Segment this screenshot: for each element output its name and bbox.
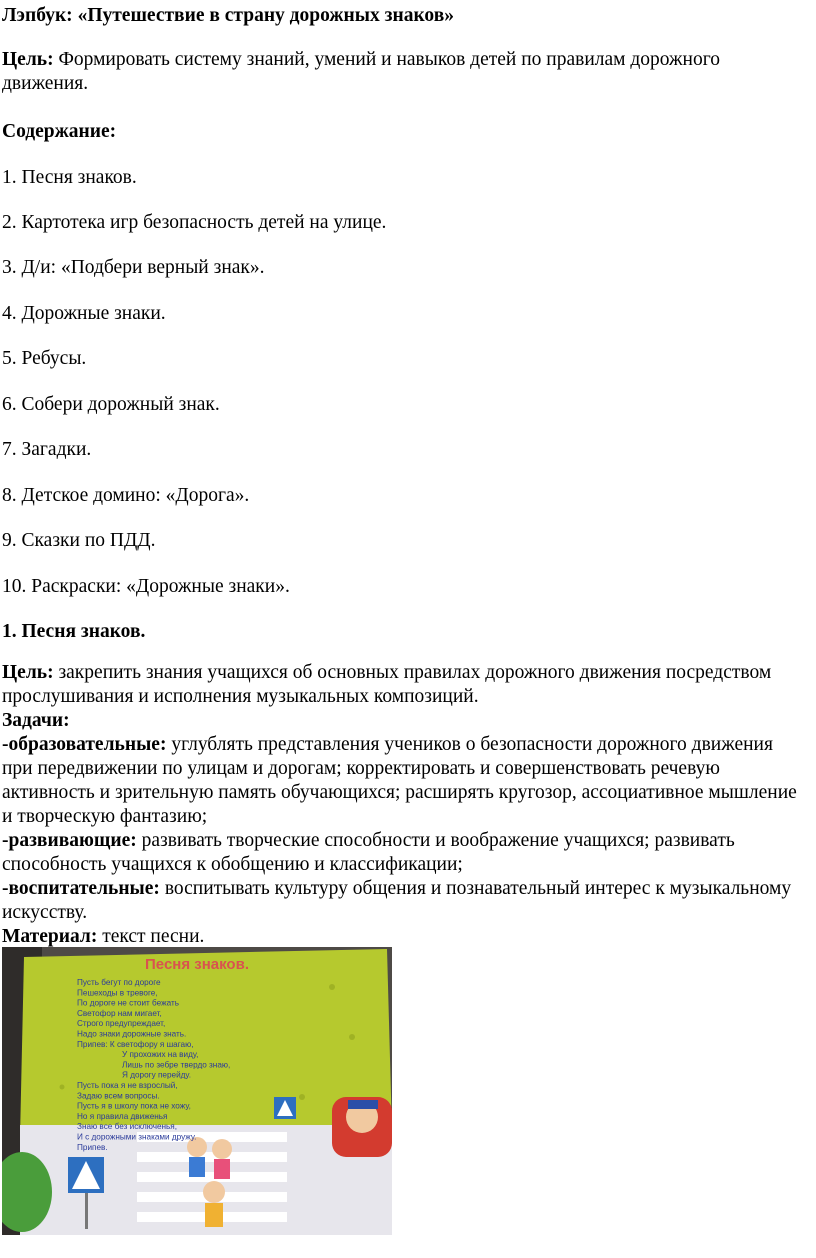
title-text: «Путешествие в страну дорожных знаков»: [77, 5, 454, 26]
task-educational-text: углублять представления учеников о безопасности дорожного движения при передвижении по улицам и дорогам; корректировать и совершенствовать речевую активность и зрительную память обучающихся; расширять кругозор, ассоциативное мышление и творческую фантазию;: [2, 734, 797, 827]
driver-cap: [348, 1100, 378, 1109]
poster-dot: [329, 984, 335, 990]
lyrics-line: Я дорогу перейду.: [122, 1070, 191, 1080]
zebra-stripe: [137, 1152, 287, 1162]
section-heading: 1. Песня знаков.: [2, 621, 146, 642]
contents-heading: Содержание:: [2, 121, 117, 142]
contents-item: 5. Ребусы.: [2, 348, 87, 369]
child-girl-icon: [212, 1139, 232, 1159]
contents-item: 9. Сказки по ПДД.: [2, 530, 156, 551]
contents-item: 1. Песня знаков.: [2, 167, 137, 188]
contents-item: 4. Дорожные знаки.: [2, 303, 166, 324]
task-developing-text: развивать творческие способности и воображение учащихся; развивать способность учащихся к обобщению и классификации;: [2, 830, 735, 875]
task-upbringing: [2, 877, 802, 925]
lyrics-line: Пусть пока я не взрослый,: [77, 1081, 178, 1090]
sign-pole: [85, 1193, 88, 1229]
child-center-icon: [203, 1181, 225, 1203]
task-developing-label: -развивающие:: [2, 830, 137, 851]
poster-title: Песня знаков.: [145, 956, 249, 973]
zebra-stripe: [137, 1172, 287, 1182]
lyrics-line: Надо знаки дорожные знать.: [77, 1029, 187, 1039]
task-educational-label: -образовательные:: [2, 734, 167, 755]
lyrics-line: И с дорожными знаками дружу.: [77, 1132, 197, 1142]
child-boy-body: [189, 1157, 205, 1177]
section-goal: [2, 661, 802, 709]
material: [2, 925, 802, 949]
contents-item: 6. Собери дорожный знак.: [2, 394, 220, 415]
goal-text: Формировать систему знаний, умений и навыков детей по правилам дорожного движения.: [2, 49, 720, 94]
material-text: текст песни.: [102, 926, 205, 947]
lyrics-line: По дороге не стоит бежать: [77, 998, 179, 1008]
tasks-label: Задачи:: [2, 710, 70, 731]
lyrics-line: У прохожих на виду,: [122, 1050, 199, 1060]
contents-item: 2. Картотека игр безопасность детей на улице.: [2, 212, 387, 233]
contents-item: 3. Д/и: «Подбери верный знак».: [2, 257, 265, 278]
lyrics-line: Задаю всем вопросы.: [77, 1091, 160, 1101]
section-body: [2, 661, 802, 949]
task-developing: [2, 829, 802, 877]
lyrics-line: Пусть я в школу пока не хожу,: [77, 1101, 191, 1111]
poster-dot: [349, 1034, 355, 1040]
lyrics-line: Строго предупреждает,: [77, 1019, 166, 1029]
section-goal-label: Цель:: [2, 662, 54, 683]
lyrics-line: Но я правила движенья: [77, 1111, 168, 1121]
task-educational: [2, 733, 802, 829]
material-label: Материал:: [2, 926, 98, 947]
lyrics-line: Знаю все без исключенья,: [77, 1122, 178, 1132]
child-center-body: [205, 1203, 223, 1227]
lyrics-line: Припев.: [77, 1142, 108, 1152]
contents-item: 8. Детское домино: «Дорога».: [2, 485, 250, 506]
goal-label: Цель:: [2, 49, 54, 70]
lyrics-line: Пусть бегут по дороге: [77, 978, 161, 987]
song-poster-photo: [2, 947, 392, 1235]
lyrics-line: Лишь по зебре твердо знаю,: [122, 1060, 231, 1070]
task-upbringing-label: -воспитательные:: [2, 878, 160, 899]
contents-item: 10. Раскраски: «Дорожные знаки».: [2, 576, 290, 597]
child-girl-body: [214, 1159, 230, 1179]
poster-dot: [299, 1094, 305, 1100]
task-upbringing-text: воспитывать культуру общения и познавательный интерес к музыкальному искусству.: [2, 878, 792, 923]
goal-paragraph: [2, 48, 792, 96]
title-label: Лэпбук:: [2, 5, 73, 26]
lyrics-line: Припев: К светофору я шагаю,: [77, 1039, 194, 1049]
section-goal-text: закрепить знания учащихся об основных правилах дорожного движения посредством прослушивания и исполнения музыкальных композиций.: [2, 662, 772, 707]
contents-item: 7. Загадки.: [2, 439, 92, 460]
lyrics-line: Светофор нам мигает,: [77, 1008, 162, 1018]
poster-dot: [60, 1085, 65, 1090]
lapbook-title: [2, 4, 454, 28]
lyrics-line: Пешеходы в тревоге,: [77, 988, 158, 998]
poster-illustration: [2, 947, 392, 1235]
